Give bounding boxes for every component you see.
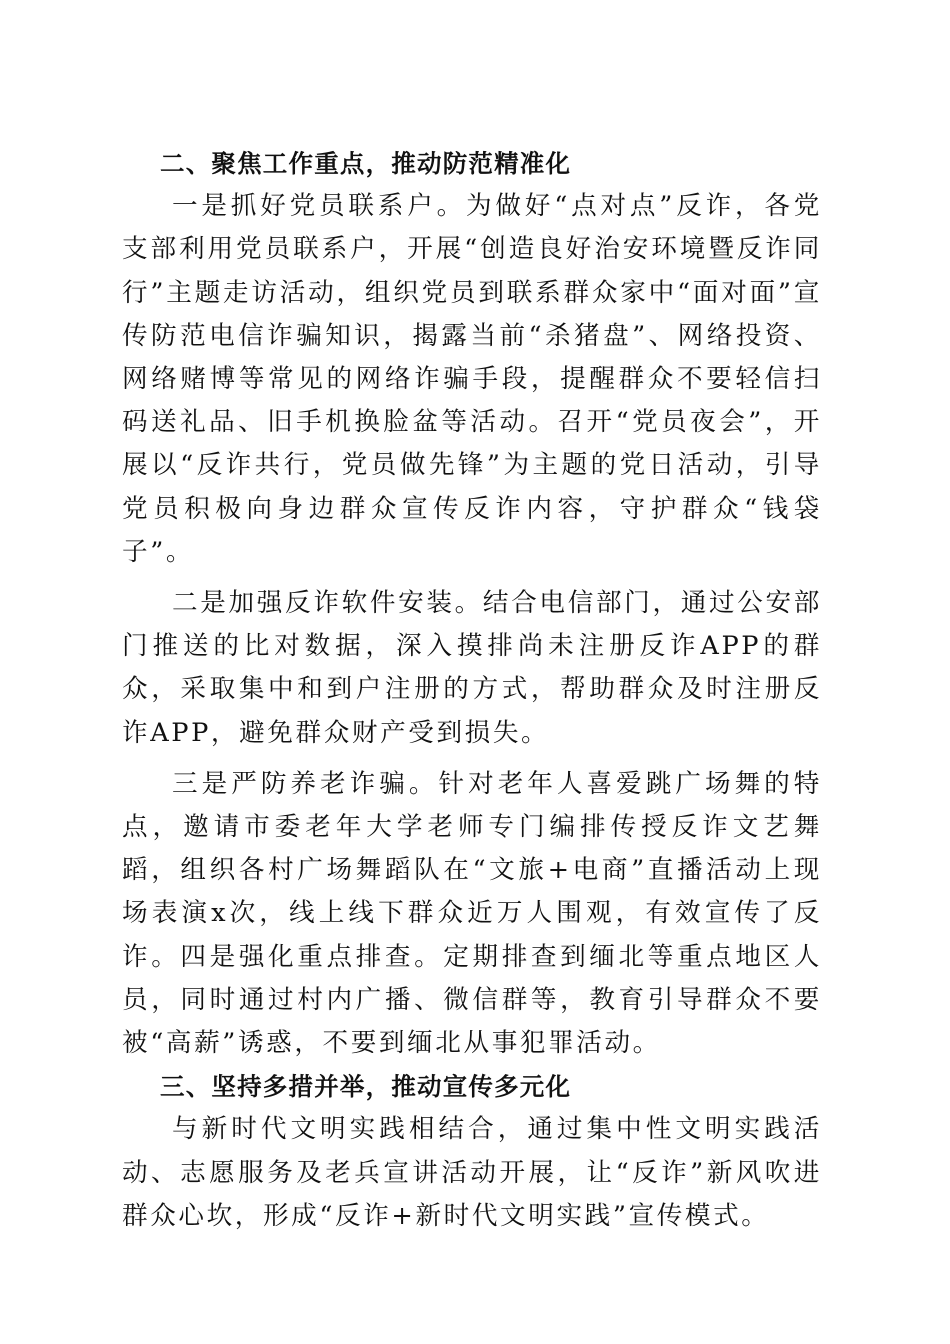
paragraph-lead: 一是抓好党员联系户。: [172, 191, 467, 222]
section-heading-2: 二、聚焦工作重点，推动防范精准化: [160, 149, 572, 178]
paragraph-text: 针对老年人喜爱跳广场舞的特点，邀请市委老年大学老师专门编排传授反诈文艺舞蹈，组织各村广场舞蹈队在“文旅+电商”直播活动上现场表演x次，线上线下群众近万人围观，有效宣传了反诈。四是强化重点排查。定期排查到缅北等重点地区人员，同时通过村内广播、微信群等，教育引导群众不要被“高薪”诱惑，不要到缅北从事犯罪活动。: [122, 768, 822, 1059]
section-heading-3: 三、坚持多措并举，推动宣传多元化: [160, 1072, 572, 1102]
paragraph-app-installation: [122, 582, 822, 755]
paragraph-civilization-practice: 与新时代文明实践相结合，通过集中性文明实践活动、志愿服务及老兵宣讲活动开展，让“反诈”新风吹进群众心坎，形成“反诈+新时代文明实践”宣传模式。: [122, 1114, 822, 1231]
paragraph-text: 为做好“点对点”反诈，各党支部利用党员联系户，开展“创造良好治安环境暨反诈同行”主题走访活动，组织党员到联系群众家中“面对面”宣传防范电信诈骗知识，揭露当前“杀猪盘”、网络投资、网络赌博等常见的网络诈骗手段，提醒群众不要轻信扫码送礼品、旧手机换脸盆等活动。召开“党员夜会”，开展以“反诈共行，党员做先锋”为主题的党日活动，引导党员积极向身边群众宣传反诈内容，守护群众“钱袋子”。: [122, 191, 822, 567]
document-body: [122, 142, 822, 1238]
paragraph-lead: 二是加强反诈软件安装。: [172, 588, 483, 619]
paragraph-text: 结合电信部门，通过公安部门推送的比对数据，深入摸排尚未注册反诈APP的群众，采取集中和到户注册的方式，帮助群众及时注册反诈APP，避免群众财产受到损失。: [122, 588, 822, 748]
paragraph-elderly-fraud: [122, 763, 822, 1065]
paragraph-lead: 三是严防养老诈骗。: [172, 768, 439, 799]
paragraph-party-member-contact: [122, 185, 822, 574]
